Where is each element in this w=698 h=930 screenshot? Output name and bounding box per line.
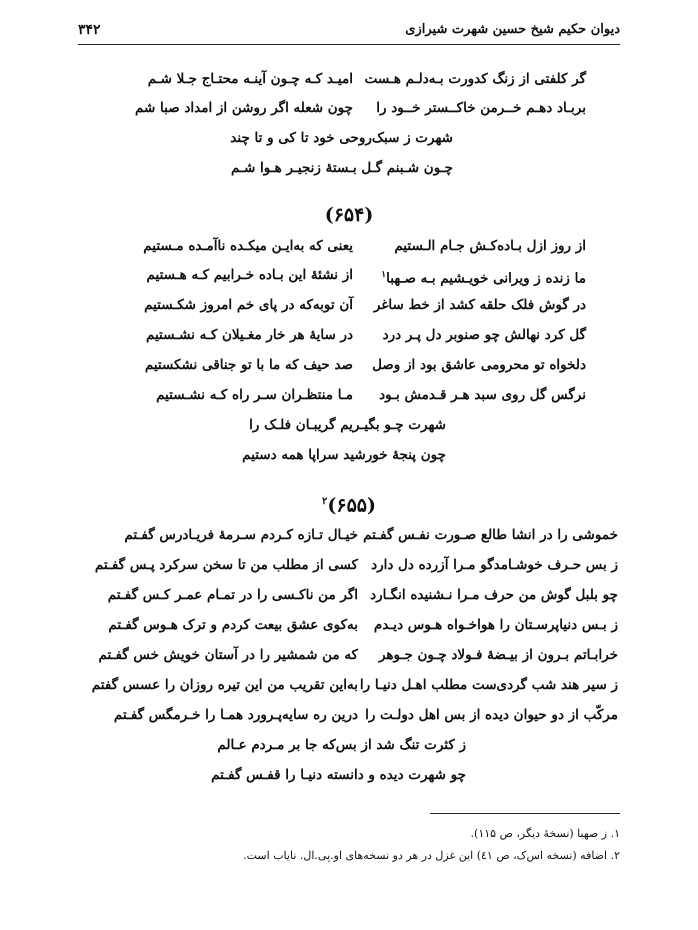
verse-right: بربـاد دهـم خــرمن خاکــستر خــود را [376,100,586,116]
closing-verse: ز کثرت تنگ شد از بس‌که جا بر مـردم عـالم [217,737,466,753]
verse-right: مرکّب از دو حیوان دیده از بس اهل دولـت را [365,707,618,723]
verse-right: در گوش فلک حلقه کشد از خط ساغر [373,297,586,313]
footnote: ۲. اضافه (نسخه اس‌ک، ص ٤١) این غزل در هر دو نسخه‌های او.پی.ال. نایاب است. [243,849,620,862]
closing-verse: شهرت چـو بگیـریم گریبـان فلـک را [249,417,446,433]
verse-right [381,266,586,288]
closing-verse: چون پنجهٔ خورشید سراپا همه دستیم [242,447,446,463]
footnote-marker: ۱ [381,270,387,280]
closing-verse: چو شهرت دیده و دانسته دنیـا را قفـس گفـتم [211,767,466,783]
verse-left: یعنی که به‌ایـن میکـده ناآمـده مـستیم [143,238,353,254]
verse-left: آن توبه‌که در پای خم امروز شکـستیم [144,297,353,313]
verse-left: به‌کوی عشق بیعت کردم و ترک هـوس گفـتم [108,617,358,633]
verse-left: از نشئهٔ این بـاده خـرابیم کـه هـستیم [146,267,353,283]
footnote-marker: ۲ [322,496,328,507]
verse-right: گل کرد نهالش چو صنوبر دل پـر درد [382,327,586,343]
verse-right: خرابـاتم بـرون از بیـضهٔ فـولاد چـون جـوهر [378,647,618,663]
page-header [78,20,620,45]
book-title: دیوان حکیم شیخ حسین شهرت شیرازی [405,22,620,37]
verse-right: خموشی را در انشا طالع صـورت نفـس گفـتم [363,527,618,543]
footnote: ۱. ز صهبا (نسخهٔ دیگر، ص ۱۱۵). [470,827,620,840]
verse-right: از روز ازل بـاده‌کـش جـام الـستیم [394,238,586,254]
verse-text: ما زنده ز ویرانی خویـشیم بـه صـهبا [386,270,586,287]
ghazal-number: (۶۵۴) [324,204,374,226]
verse-left: اگر من ناکـسی را در تمـام عمـر کـس گفـتم [107,587,358,603]
verse-left: خیـال تـازه کـردم سـرمهٔ فریـادرس گفـتم [124,527,358,543]
verse-left: به‌این تقریب من این تیره روزان را عسس گفتم [91,677,358,693]
verse-right: گر کلفتی از زنگ کدورت بـه‌دلـم هـست [364,71,586,87]
verse-right: چو بلبل گوش من حرف مـرا نـشنیده انگـارد [370,587,618,603]
verse-right: ز سیر هند شب گردی‌ست مطلب اهـل دنیـا را [359,677,618,693]
verse-left: صد حیف که ما با تو جناقی نشکستیم [144,357,353,373]
verse-right: ز بس حـرف خوشـامدگو مـرا آزرده دل دارد [371,557,618,573]
verse-left: در سایهٔ هر خار مغـیلان کـه نشـستیم [146,327,353,343]
verse-right: دلخواه تو محرومی عاشق بود از وصل [372,357,586,373]
page-number: ۳۴۲ [78,22,101,38]
verse-left: امیـد کـه چـون آینـه محتـاج جـلا شـم [147,71,353,87]
verse-right: ز بـس دنیاپرسـتان را هواخـواه هـوس دیـدم [373,617,618,633]
closing-verse: چـون شـبنم گـل بـستهٔ زنجیـر هـوا شـم [231,160,453,176]
verse-left: که من شمشیر را در آستان خویش خس گفـتم [98,647,358,663]
verse-left: مـا منتظـران سـر راه کـه نشـستیم [156,387,353,403]
verse-left: کسی از مطلب من تا سخن سرکرد پـس گفـتم [94,557,358,573]
footnote-divider [430,813,620,814]
ghazal-number [0,490,698,517]
verse-left: چون شعله اگر روشن از امداد صبا شم [135,100,353,116]
verse-left: درین ره سایه‌پـرورد همـا را خـرمگس گفـتم [113,707,358,723]
closing-verse: شهرت ز سبک‌روحی خود تا کی و تا چند [230,130,453,146]
ghazal-number-text: (۶۵۵) [327,494,376,517]
verse-right: نرگس گل روی سبد هـر قـدمش بـود [379,387,586,403]
